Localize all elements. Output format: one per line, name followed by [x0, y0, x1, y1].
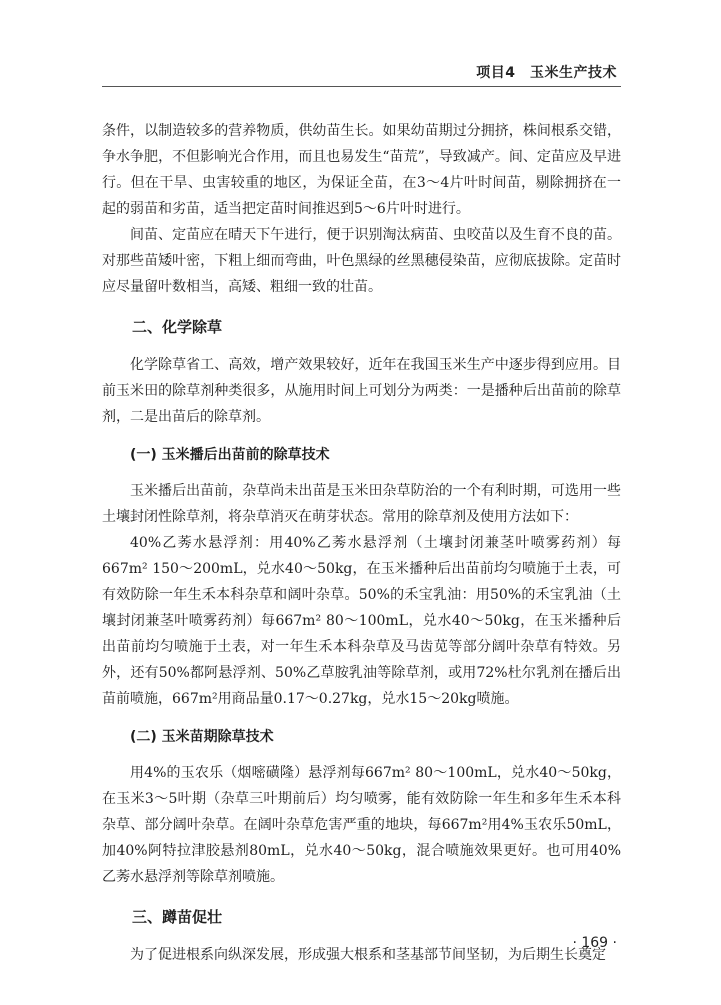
paragraph: 为了促进根系向纵深发展，形成强大根系和茎基部节间坚韧，为后期生长奠定: [130, 947, 606, 963]
paragraph: 40%乙莠水悬浮剂：用40%乙莠水悬浮剂（土壤封闭兼茎叶喷雾药剂）每667m² 150～200mL，兑水40～50kg，在玉米播种后出苗前均匀喷施于土表，可有效防除一年生禾本科杂草和阔叶杂草。50%的禾宝乳油：用50%的禾宝乳油（土壤封闭兼茎叶喷雾药剂）每667m² 80～100mL，兑水40～50kg，在玉米播种后出苗前均匀喷施于土表，对一年生禾本科杂草及马齿苋等部分阔叶杂草有特效。另外，还有50%都阿悬浮剂、50%乙草胺乳油等除草剂，或用72%杜尔乳剂在播后出苗前喷施，667m²用商品量0.17～0.27kg，兑水15～20kg喷施。: [102, 535, 621, 707]
paragraph: 玉米播后出苗前，杂草尚未出苗是玉米田杂草防治的一个有利时期，可选用一些土壤封闭性除草剂，将杂草消灭在萌芽状态。常用的除草剂及使用方法如下：: [102, 483, 621, 525]
subsection-heading-pre-emergence: (一) 玉米播后出苗前的除草技术: [130, 447, 330, 463]
paragraph: 间苗、定苗应在晴天下午进行，便于识别淘汰病苗、虫咬苗以及生育不良的苗。对那些苗矮叶密，下粗上细而弯曲，叶色黑绿的丝黑穗侵染苗，应彻底拔除。定苗时应尽量留叶数相当，高矮、粗细一致的壮苗。: [102, 227, 621, 295]
section-heading-chemical-weeding: 二、化学除草: [132, 318, 223, 336]
paragraph: 条件，以制造较多的营养物质，供幼苗生长。如果幼苗期过分拥挤，株间根系交错，争水争肥，不但影响光合作用，而且也易发生“苗荒”，导致减产。间、定苗应及早进行。但在干旱、虫害较重的地区，为保证全苗，在3～4片叶时间苗，剔除拥挤在一起的弱苗和劣苗，适当把定苗时间推迟到5～6片叶时进行。: [102, 123, 621, 217]
paragraph: 用4%的玉农乐（烟嘧磺隆）悬浮剂每667m² 80～100mL，兑水40～50kg，在玉米3～5叶期（杂草三叶期前后）均匀喷雾，能有效防除一年生和多年生禾本科杂草、部分阔叶杂草。在阔叶杂草危害严重的地块，每667m²用4%玉农乐50mL，加40%阿特拉津胶悬剂80mL，兑水40～50kg，混合喷施效果更好。也可用40%乙莠水悬浮剂等除草剂喷施。: [102, 765, 621, 885]
page-number: · 169 ·: [572, 935, 617, 951]
page-body: [102, 118, 621, 968]
running-header: 项目4 玉米生产技术: [476, 65, 617, 81]
paragraph: 化学除草省工、高效，增产效果较好，近年在我国玉米生产中逐步得到应用。目前玉米田的除草剂种类很多，从施用时间上可划分为两类：一是播种后出苗前的除草剂，二是出苗后的除草剂。: [102, 357, 621, 425]
subsection-heading-seedling-stage: (二) 玉米苗期除草技术: [130, 729, 274, 745]
header-rule: [102, 86, 621, 87]
section-heading-squatting-seedlings: 三、蹲苗促壮: [132, 908, 223, 926]
